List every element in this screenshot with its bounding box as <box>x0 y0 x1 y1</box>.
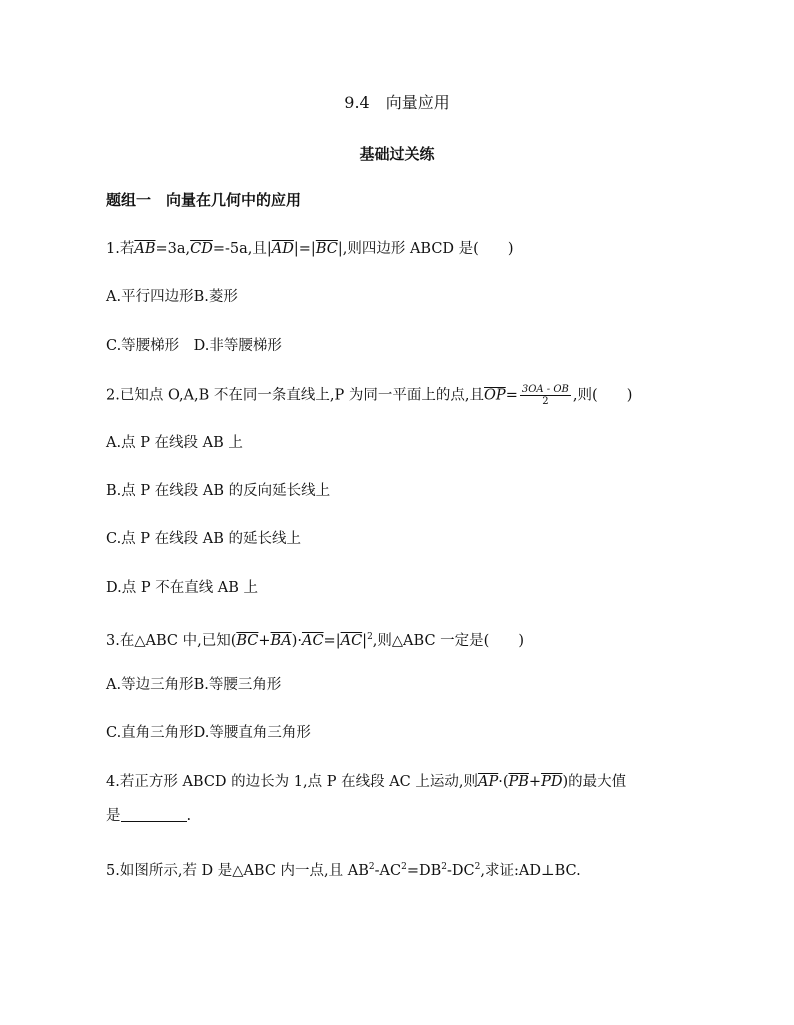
q2-option-c: C.点 P 在线段 AB 的延长线上 <box>106 531 302 547</box>
q5-text: -AC <box>374 862 402 879</box>
q1-options-cd: C.等腰梯形 D.非等腰梯形 <box>106 338 282 354</box>
vector-ab: $\overline{AB}$ <box>134 241 156 257</box>
vector-bc: $\overline{BC}$ <box>315 241 338 257</box>
q3-text: 3.在△ABC 中,已知( <box>106 632 237 649</box>
vector-ap: $\overline{AP}$ <box>477 774 499 790</box>
vector-op: $\overline{OP}$ <box>484 387 506 404</box>
q1-text: 1.若 <box>106 241 135 257</box>
vector-ac: $\overline{AC}$ <box>340 632 363 649</box>
q3-options-cd: C.直角三角形D.等腰直角三角形 <box>106 725 311 741</box>
q2-option-a: A.点 P 在线段 AB 上 <box>106 435 243 451</box>
superscript: 2 <box>441 862 447 872</box>
q1-text: |=| <box>293 241 316 257</box>
vector-ac: $\overline{AC}$ <box>301 632 324 649</box>
q4-line-2 <box>106 806 191 826</box>
q1-text: =-5a,且| <box>212 241 272 257</box>
fraction-denominator: 2 <box>542 396 549 407</box>
q3-text: | <box>362 632 368 649</box>
section-heading: 题组一 向量在几何中的应用 <box>106 191 302 209</box>
q4-text: 是 <box>106 808 121 824</box>
q5-text: =DB <box>406 862 442 879</box>
q4-text: ·( <box>498 774 509 790</box>
question-4 <box>106 772 626 792</box>
q5-text: 5.如图所示,若 D 是△ABC 内一点,且 AB <box>106 862 369 879</box>
q3-text: =| <box>323 632 341 649</box>
page-title: 9.4 向量应用 <box>344 93 450 112</box>
question-5 <box>106 857 581 881</box>
superscript: 2 <box>368 862 375 872</box>
vector-pb: $\overline{PB}$ <box>508 774 529 790</box>
answer-blank[interactable] <box>121 807 187 822</box>
q3-text: + <box>258 632 271 649</box>
q3-options-ab: A.等边三角形B.等腰三角形 <box>106 677 282 693</box>
vector-bc: $\overline{BC}$ <box>236 632 259 649</box>
q2-text: 2.已知点 O,A,B 不在同一条直线上,P 为同一平面上的点,且 <box>106 387 485 404</box>
q2-option-d: D.点 P 不在直线 AB 上 <box>106 580 259 596</box>
question-3 <box>106 627 524 651</box>
q4-text: 4.若正方形 ABCD 的边长为 1,点 P 在线段 AC 上运动,则 <box>106 774 478 790</box>
vector-ad: $\overline{AD}$ <box>271 241 294 257</box>
q3-text: )· <box>291 632 302 649</box>
q2-option-b: B.点 P 在线段 AB 的反向延长线上 <box>106 483 331 499</box>
question-2 <box>106 384 632 407</box>
fraction <box>520 384 571 407</box>
question-1 <box>106 239 514 259</box>
fraction-numerator: 3OA - OB <box>521 384 569 395</box>
page-subtitle: 基础过关练 <box>359 145 435 163</box>
q5-text: ,求证:AD⊥BC. <box>480 862 581 879</box>
q3-text: ,则△ABC 一定是( ) <box>372 632 524 649</box>
superscript: 2 <box>401 862 407 872</box>
q1-text: =3a, <box>155 241 191 257</box>
q1-text: |,则四边形 ABCD 是( ) <box>337 241 514 257</box>
q2-text: = <box>505 387 518 404</box>
vector-pd: $\overline{PD}$ <box>541 774 563 790</box>
q1-options-ab: A.平行四边形B.菱形 <box>106 289 238 305</box>
q4-text: + <box>528 774 542 790</box>
vector-ba: $\overline{BA}$ <box>270 632 292 649</box>
vector-cd: $\overline{CD}$ <box>190 241 213 257</box>
q5-text: -DC <box>447 862 475 879</box>
q4-text: . <box>186 808 192 824</box>
q4-text: )的最大值 <box>562 774 627 790</box>
superscript: 2 <box>474 862 481 872</box>
q2-text: ,则( ) <box>572 387 633 404</box>
superscript: 2 <box>367 632 373 642</box>
